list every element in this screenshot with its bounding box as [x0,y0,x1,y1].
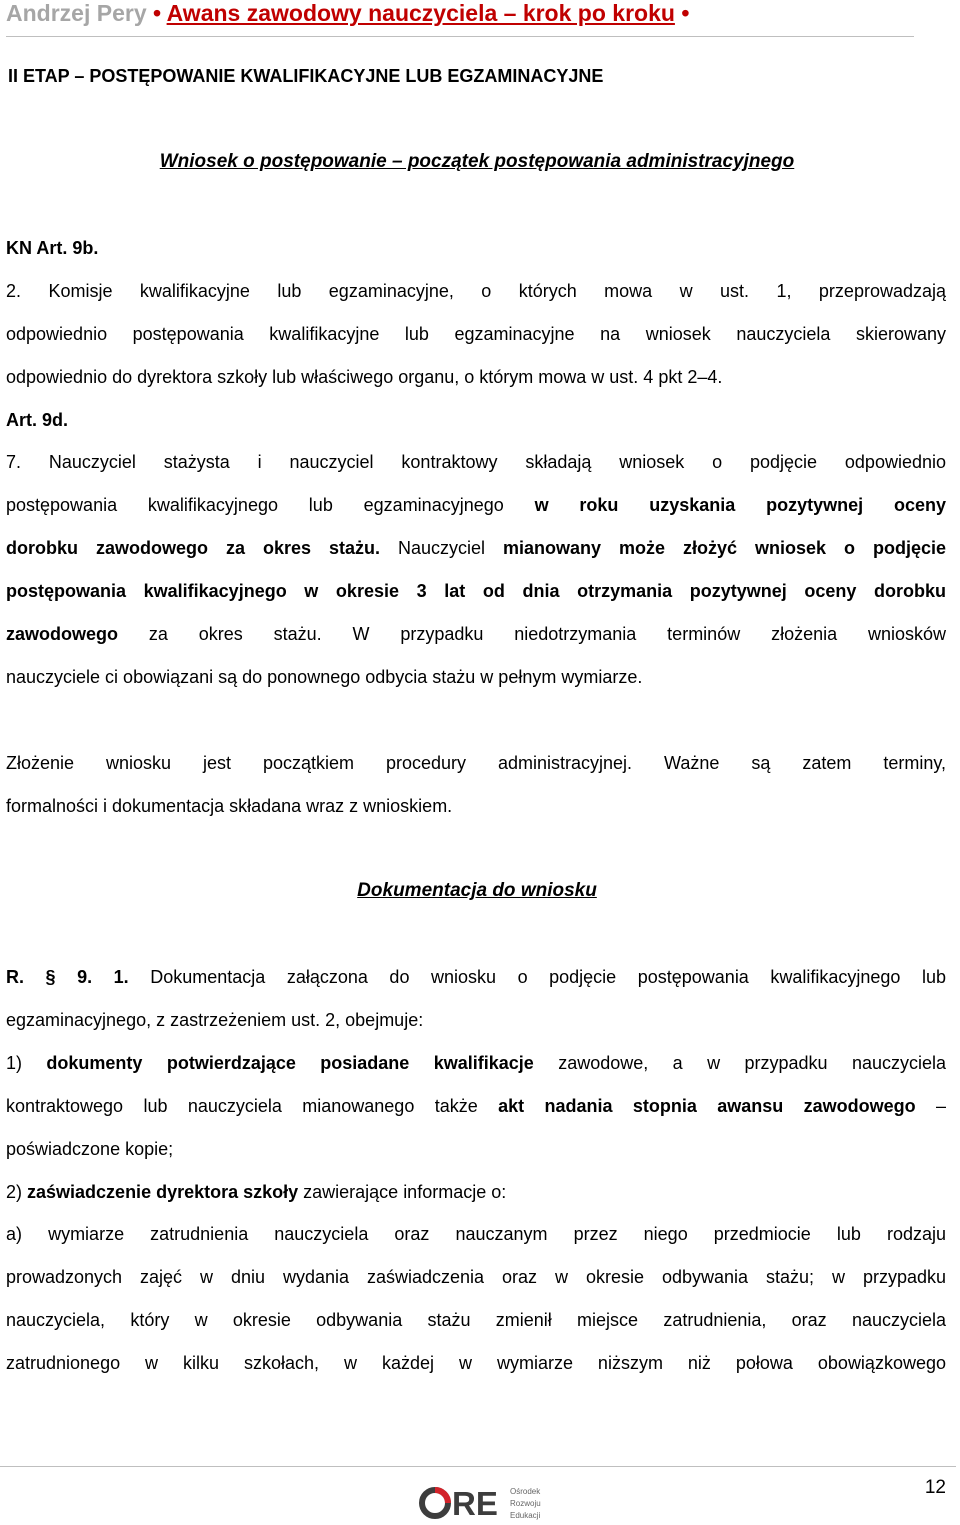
p7-line [6,493,946,517]
p7-bold-text: zawodowego [6,624,118,644]
r9-text: kontraktowego lub nauczyciela mianowanego także [6,1096,499,1116]
r9-line: zatrudnionego w kilku szkołach, w każdej w wymiarze niższym niż połowa obowiązkowego [6,1353,946,1373]
note-line: formalności i dokumentacja składana wraz z wnioskiem. [6,796,453,816]
r9-text: Dokumentacja załączona do wniosku o podjęcie postępowania kwalifikacyjnego lub [128,967,946,987]
r9-text: – [915,1096,947,1116]
p7-text: za okres stażu. W przypadku niedotrzymania terminów złożenia wniosków [118,624,946,644]
header-bullet: • [153,0,162,26]
logo-sub-2: Rozwoju [510,1499,541,1508]
r9-reference: R. § 9. 1. [6,967,129,987]
section-title-dokumentacja: Dokumentacja do wniosku [357,880,597,901]
ore-logo [418,1482,558,1522]
header-bullet-trailing: • [681,0,690,26]
kn-reference: KN Art. 9b. [6,238,99,258]
art-9d-reference: Art. 9d. [6,410,69,430]
p7-text: Nauczyciel [379,538,503,558]
p7-line: postępowania kwalifikacyjnego w okresie 3 lat od dnia otrzymania pozytywnej oceny dorobku [6,581,946,601]
r9-line [6,1180,946,1204]
r9-line: poświadczone kopie; [6,1139,174,1159]
p7-bold-text: dorobku zawodowego za okres stażu. [6,538,380,558]
p7-line: 7. Nauczyciel stażysta i nauczyciel kontraktowy składają wniosek o podjęcie odpowiednio [6,452,946,472]
header-title: Awans zawodowy nauczyciela – krok po kroku [166,0,675,26]
kn-paragraph-line: odpowiednio postępowania kwalifikacyjne lub egzaminacyjne na wniosek nauczyciela skierowany [6,324,946,344]
r9-text: 1) [6,1053,47,1073]
note-line: Złożenie wniosku jest początkiem procedury administracyjnej. Ważne są zatem terminy, [6,753,946,773]
r9-line: prowadzonych zajęć w dniu wydania zaświadczenia oraz w okresie odbywania stażu; w przypadku [6,1267,946,1287]
r9-text: 2) [6,1182,28,1202]
logo-sub-3: Edukacji [510,1511,541,1520]
p7-line: nauczyciele ci obowiązani są do ponownego odbycia stażu w pełnym wymiarze. [6,667,643,687]
logo-sub-1: Ośrodek [510,1487,541,1496]
stage-heading: II ETAP – POSTĘPOWANIE KWALIFIKACYJNE LUB EGZAMINACYJNE [8,66,604,86]
r9-line [6,1094,946,1118]
page-header [6,0,914,37]
r9-line: a) wymiarze zatrudnienia nauczyciela oraz nauczanym przez niego przedmiocie lub rodzaju [6,1224,946,1244]
r9-text: zawodowe, a w przypadku nauczyciela [533,1053,946,1073]
r9-line: nauczyciela, który w okresie odbywania stażu zmienił miejsce zatrudnienia, oraz nauczyciela [6,1310,946,1330]
r9-bold-text: dokumenty potwierdzające posiadane kwalifikacje [46,1053,534,1073]
header-author: Andrzej Pery [6,0,147,26]
p7-bold-text: mianowany może złożyć wniosek o podjęcie [502,538,946,558]
logo-ring-accent [435,1490,448,1503]
p7-line [6,622,946,646]
page-number: 12 [924,1477,946,1498]
r9-bold-text: zaświadczenie dyrektora szkoły [27,1182,299,1202]
section-title-wniosek: Wniosek o postępowanie – początek postępowania administracyjnego [159,151,795,172]
logo-text: RE [452,1485,498,1522]
p7-line [6,536,946,560]
r9-line [6,1051,946,1075]
p7-bold-text: w roku uzyskania pozytywnej oceny [534,495,947,515]
kn-paragraph-line: odpowiednio do dyrektora szkoły lub właściwego organu, o którym mowa w ust. 4 pkt 2–4. [6,367,723,387]
r9-text: zawierające informacje o: [298,1182,507,1202]
r9-line: egzaminacyjnego, z zastrzeżeniem ust. 2, obejmuje: [6,1010,424,1030]
footer-rule [0,1466,956,1467]
r9-bold-text: akt nadania stopnia awansu zawodowego [498,1096,916,1116]
r9-line [6,965,946,989]
kn-paragraph-line: 2. Komisje kwalifikacyjne lub egzaminacyjne, o których mowa w ust. 1, przeprowadzają [6,281,946,301]
p7-text: postępowania kwalifikacyjnego lub egzaminacyjnego [6,495,535,515]
